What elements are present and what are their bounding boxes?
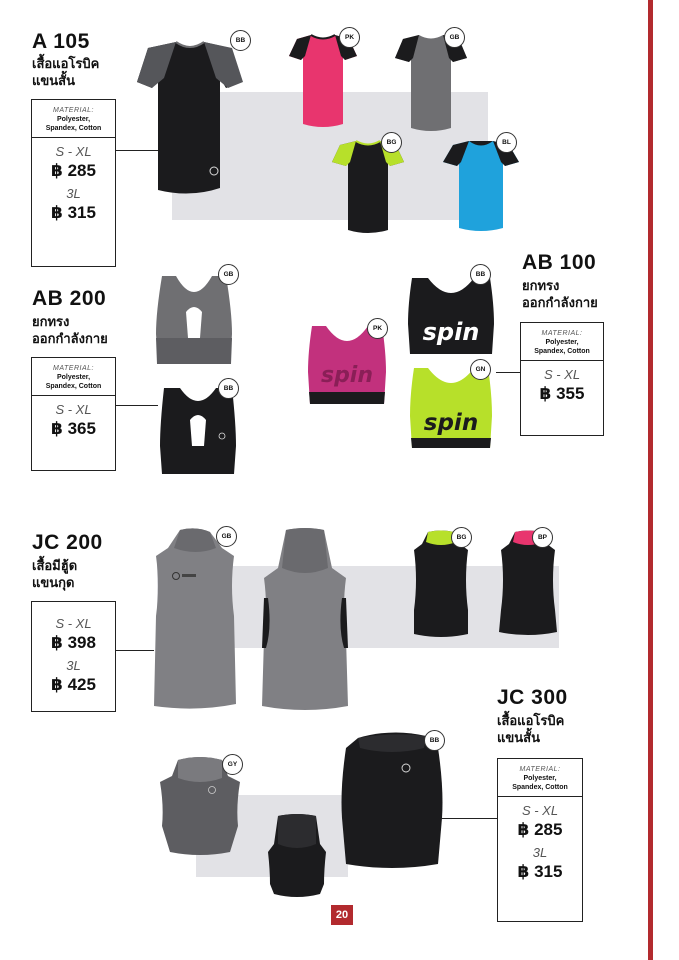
price-section <box>521 361 603 405</box>
product-image-a105-bg <box>330 138 406 238</box>
product-image-a105-bb <box>134 38 246 200</box>
size-range: S - XL <box>543 367 581 382</box>
price-section <box>32 602 115 696</box>
price: ฿ 285 <box>517 820 563 839</box>
color-badge: BB <box>470 264 491 285</box>
connector-line <box>442 818 497 819</box>
color-badge: GB <box>216 526 237 547</box>
product-image-jc200-back <box>258 528 352 714</box>
color-badge: GY <box>222 754 243 775</box>
color-badge: PK <box>339 27 360 48</box>
material-line: Polyester, <box>56 116 91 123</box>
color-badge: GB <box>444 27 465 48</box>
spin-print: spin <box>423 410 479 436</box>
product-desc-ab200 <box>32 313 108 347</box>
connector-line <box>116 650 154 651</box>
color-badge: PK <box>367 318 388 339</box>
price: ฿ 425 <box>51 675 96 694</box>
color-badge: BG <box>451 527 472 548</box>
product-desc-jc300 <box>497 712 564 746</box>
material-label: MATERIAL: <box>53 365 94 372</box>
price: ฿ 315 <box>517 862 563 881</box>
size-range: S - XL <box>55 402 92 417</box>
product-code-ab200: AB 200 <box>32 287 107 310</box>
spin-print: spin <box>320 363 374 388</box>
material-line: Polyester, <box>545 339 579 346</box>
spec-box-jc200 <box>31 601 116 712</box>
color-badge: BG <box>381 132 402 153</box>
connector-line <box>116 405 158 406</box>
material-label: MATERIAL: <box>519 766 561 773</box>
material-section <box>521 323 603 361</box>
price-section <box>32 138 115 224</box>
desc-line: แขนสั้น <box>32 73 75 88</box>
material-line: Spandex, Cotton <box>45 383 102 390</box>
product-code-jc200: JC 200 <box>32 531 103 554</box>
product-image-jc300-back <box>266 814 328 898</box>
material-label: MATERIAL: <box>53 107 94 114</box>
price-section <box>498 797 582 883</box>
right-margin-rule <box>648 0 653 960</box>
spin-print: spin <box>422 318 480 346</box>
material-section <box>32 358 115 396</box>
product-desc-ab100 <box>522 277 598 311</box>
desc-line: เสื้อแอโรบิค <box>32 56 100 71</box>
material-section <box>498 759 582 797</box>
desc-line: ยกทรง <box>32 314 70 329</box>
material-line: Polyester, <box>56 374 91 381</box>
material-line: Spandex, Cotton <box>512 784 568 791</box>
price: ฿ 398 <box>51 633 96 652</box>
product-image-ab200-gb <box>152 272 236 366</box>
desc-line: แขนสั้น <box>497 730 540 745</box>
desc-line: ออกกำลังกาย <box>522 295 598 310</box>
size-range: S - XL <box>521 803 559 818</box>
size-range: 3L <box>66 658 81 673</box>
price: ฿ 285 <box>51 161 96 180</box>
product-desc-jc200 <box>32 557 77 591</box>
size-range: 3L <box>66 186 81 201</box>
color-badge: BP <box>532 527 553 548</box>
product-code-ab100: AB 100 <box>522 251 597 274</box>
product-code-jc300: JC 300 <box>497 686 568 709</box>
color-badge: BB <box>230 30 251 51</box>
color-badge: GB <box>218 264 239 285</box>
product-desc-a105 <box>32 55 99 89</box>
desc-line: ยกทรง <box>522 278 560 293</box>
price: ฿ 365 <box>51 419 96 438</box>
material-label: MATERIAL: <box>541 330 583 337</box>
price: ฿ 315 <box>51 203 96 222</box>
spec-box-a105 <box>31 99 116 267</box>
page-number: 20 <box>331 905 353 925</box>
color-badge: BB <box>218 378 239 399</box>
price: ฿ 355 <box>539 384 585 403</box>
product-image-jc200-bp <box>497 530 559 638</box>
connector-line <box>496 372 520 373</box>
material-line: Spandex, Cotton <box>534 348 590 355</box>
spec-box-ab100 <box>520 322 604 436</box>
size-range: 3L <box>532 845 548 860</box>
color-badge: BL <box>496 132 517 153</box>
desc-line: เสื้อมีฮู้ด <box>32 558 78 573</box>
desc-line: ออกกำลังกาย <box>32 331 108 346</box>
desc-line: เสื้อแอโรบิค <box>497 713 565 728</box>
size-range: S - XL <box>55 616 92 631</box>
material-section <box>32 100 115 138</box>
material-line: Polyester, <box>523 775 557 782</box>
product-code-a105: A 105 <box>32 30 90 53</box>
spec-box-ab200 <box>31 357 116 471</box>
spec-box-jc300 <box>497 758 583 922</box>
material-line: Spandex, Cotton <box>45 125 102 132</box>
size-range: S - XL <box>55 144 92 159</box>
product-image-a105-gb <box>393 32 469 136</box>
color-badge: GN <box>470 359 491 380</box>
price-section <box>32 396 115 440</box>
color-badge: BB <box>424 730 445 751</box>
product-image-jc200-front <box>150 526 240 712</box>
product-image-ab100-bb <box>406 274 496 356</box>
desc-line: แขนกุด <box>32 575 75 590</box>
